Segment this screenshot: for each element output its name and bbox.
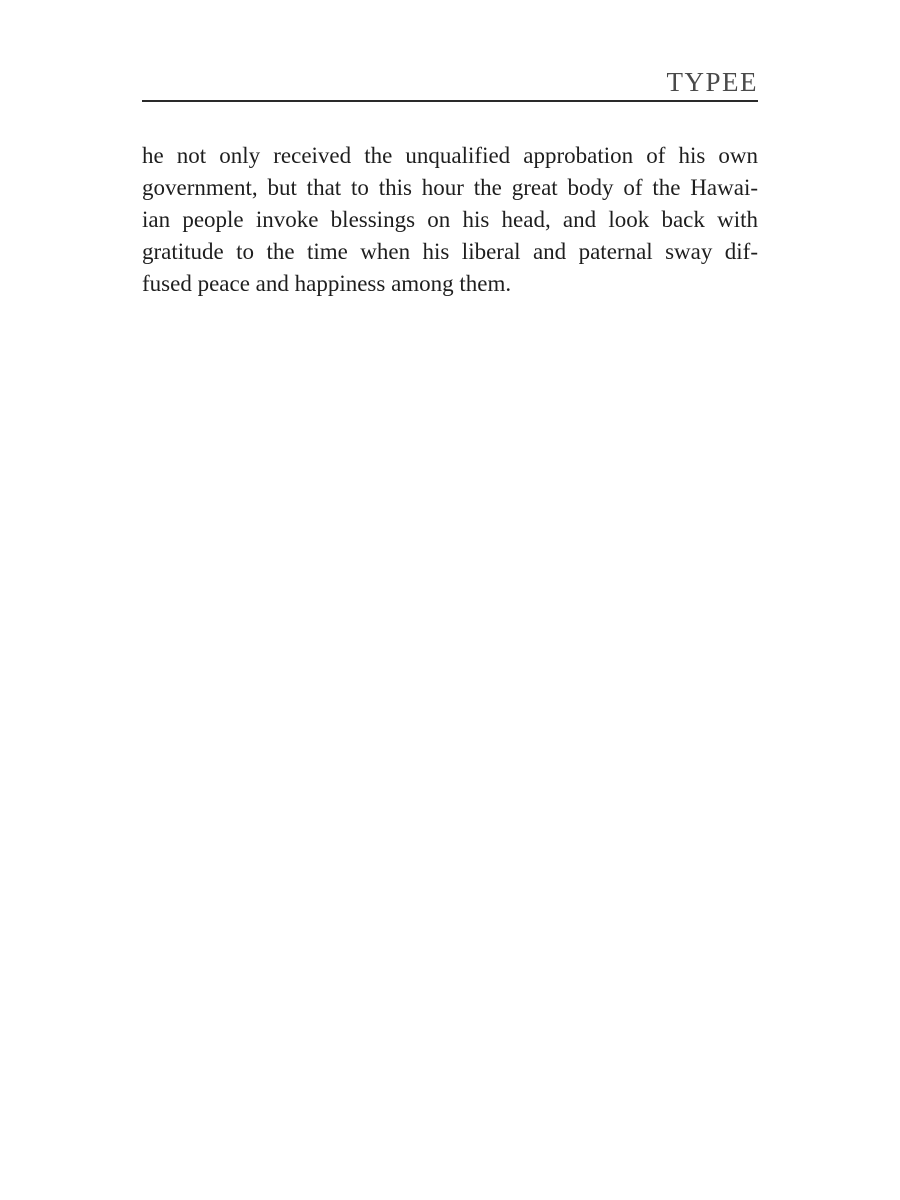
- running-head: TYPEE: [666, 67, 758, 97]
- text-line: fused peace and happiness among them.: [142, 271, 512, 296]
- text-line: gratitude to the time when his liberal and paternal sway dif-: [142, 239, 758, 264]
- text-line: ian people invoke blessings on his head, and look back with: [142, 207, 758, 232]
- text-line: government, but that to this hour the great body of the Hawai-: [142, 175, 758, 200]
- text-line: he not only received the unqualified approbation of his own: [142, 143, 758, 168]
- header-rule: [142, 100, 758, 102]
- body-paragraph: [142, 140, 758, 300]
